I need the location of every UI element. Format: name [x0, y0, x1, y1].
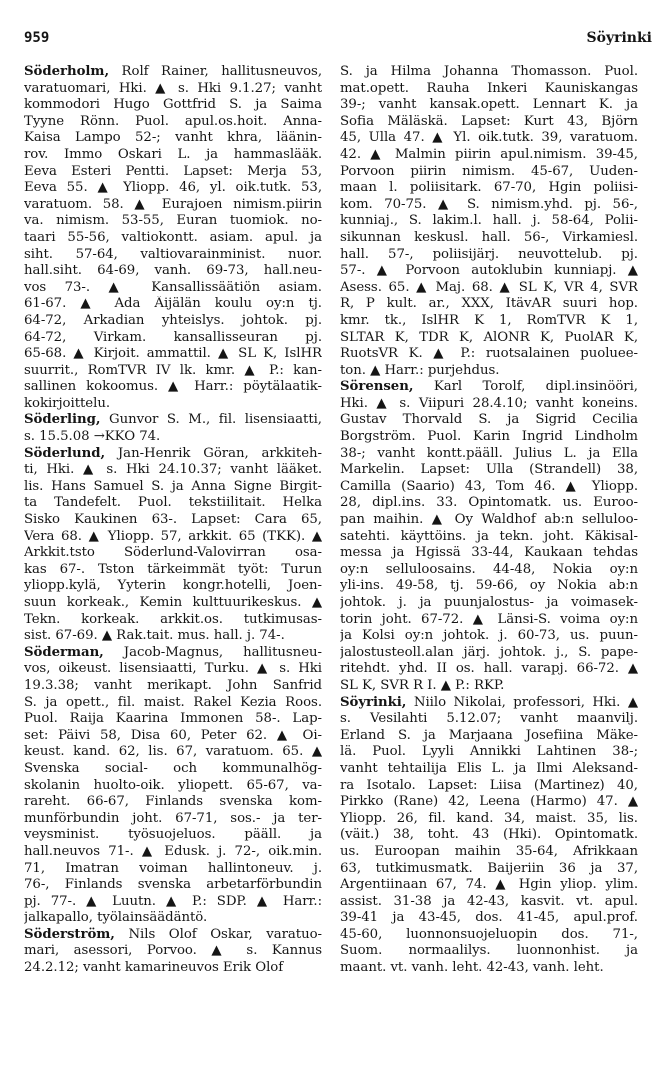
- entry-line: [340, 578, 638, 595]
- entry-line: [24, 910, 322, 927]
- entry-line: [340, 512, 638, 529]
- entry-line: [340, 545, 638, 562]
- entry-text: Gunvor S. M., fil. lisensiaatti,: [109, 412, 322, 428]
- entry-text: SLTAR K, TDR K, AlONR K, PuolAR K,: [340, 329, 638, 345]
- entry-text: mari, asessori, Porvoo. ▲ s. Kannus: [24, 943, 322, 959]
- entry-text: 57-. ▲ Porvoon autoklubin kunniapj. ▲: [340, 263, 638, 279]
- entry-text: vos 73-. ▲ Kansallissäätiön asiam.: [24, 279, 322, 295]
- entry-line: [24, 346, 322, 363]
- entry-line: [340, 562, 638, 579]
- entry-line: [340, 429, 638, 446]
- entry-text: hall.siht. 64-69, vanh. 69-73, hall.neu-: [24, 263, 322, 279]
- entry-line: [340, 728, 638, 745]
- entry-line: [24, 462, 322, 479]
- entry-line: [24, 230, 322, 247]
- entry-line: [340, 778, 638, 795]
- entry-line: [24, 661, 322, 678]
- entry-text: taari 55-56, valtiokontt. asiam. apul. ja: [24, 229, 322, 245]
- right-column: [340, 64, 638, 977]
- biography-entry: [24, 412, 322, 445]
- entry-text: rareht. 66-67, Finlands svenska kom-: [24, 794, 322, 810]
- entry-surname: Sörensen,: [340, 379, 414, 395]
- entry-text: 38-; vanht kontt.pääll. Julius L. ja Ella: [340, 445, 638, 461]
- entry-line: [340, 197, 638, 214]
- entry-line: [340, 695, 638, 712]
- entry-text: 76-, Finlands svenska arbetarförbundin: [24, 877, 322, 893]
- entry-text: oy:n selluloosains. 44-48, Nokia oy:n: [340, 561, 638, 577]
- entry-text: 24.2.12; vanht kamarineuvos Erik Olof: [24, 960, 284, 976]
- entry-line: [340, 346, 638, 363]
- entry-text: ton. ▲ Harr.: purjehdus.: [340, 362, 500, 378]
- entry-line: [340, 495, 638, 512]
- entry-text: varatuomari, Hki. ▲ s. Hki 9.1.27; vanht: [24, 80, 322, 96]
- entry-text: ja Kolsi oy:n johtok. j. 60-73, us. puun-: [340, 628, 638, 644]
- entry-text: jalkapallo, työlainsäädäntö.: [24, 910, 208, 926]
- entry-surname: Söderholm,: [24, 64, 110, 79]
- entry-text: satehti. käyttöins. ja tekn. joht. Käkisal-: [340, 528, 638, 544]
- entry-line: [340, 645, 638, 662]
- entry-line: [340, 861, 638, 878]
- entry-line: [340, 761, 638, 778]
- entry-text: s. 15.5.08 →KKO 74.: [24, 429, 161, 445]
- entry-text: Jacob-Magnus, hallitusneu-: [123, 644, 322, 660]
- entry-line: [24, 147, 322, 164]
- entry-text: varatuom. 58. ▲ Eurajoen nimism.piirin: [24, 196, 322, 212]
- entry-line: [24, 844, 322, 861]
- entry-line: [340, 280, 638, 297]
- entry-text: rov. Immo Oskari L. ja hammaslääk.: [24, 146, 322, 162]
- entry-text: ritehdt. yhd. II os. hall. varapj. 66-72. ▲: [340, 661, 638, 677]
- entry-text: 64-72, Arkadian yhteislys. johtok. pj.: [24, 312, 322, 328]
- entry-line: [340, 313, 638, 330]
- entry-text: veysminist. työsuojeluos. pääll. ja: [24, 827, 322, 843]
- entry-text: R, P kult. ar., XXX, ItävAR suuri hop.: [340, 296, 638, 312]
- entry-line: [24, 396, 322, 413]
- entry-text: Erland S. ja Marjaana Josefiina Mäke-: [340, 727, 638, 743]
- entry-line: [24, 595, 322, 612]
- entry-line: [340, 379, 638, 396]
- entry-line: [340, 678, 638, 695]
- entry-line: [24, 628, 322, 645]
- entry-surname: Söderlund,: [24, 445, 106, 461]
- entry-line: [24, 263, 322, 280]
- entry-line: [24, 479, 322, 496]
- entry-line: [24, 529, 322, 546]
- entry-line: [24, 545, 322, 562]
- entry-text: Nils Olof Oskar, varatuo-: [128, 926, 322, 942]
- entry-text: ti, Hki. ▲ s. Hki 24.10.37; vanht lääket.: [24, 462, 322, 478]
- entry-text: yli-ins. 49-58, tj. 59-66, oy Nokia ab:n: [340, 578, 638, 594]
- entry-line: [24, 811, 322, 828]
- entry-text: lis. Hans Samuel S. ja Anna Signe Birgit-: [24, 478, 322, 494]
- entry-line: [340, 910, 638, 927]
- entry-line: [340, 927, 638, 944]
- entry-line: [340, 180, 638, 197]
- entry-text: kunniaj., S. lakim.l. hall. j. 58-64, Polii-: [340, 213, 638, 229]
- entry-text: sist. 67-69. ▲ Rak.tait. mus. hall. j. 74-.: [24, 628, 285, 644]
- entry-text: va. nimism. 53-55, Euran tuomiok. no-: [24, 213, 322, 229]
- entry-text: hall. 57-, poliisijärj. neuvottelub. pj.: [340, 246, 638, 262]
- entry-text: johtok. j. ja puunjalostus- ja voimasek-: [340, 595, 638, 610]
- entry-line: [24, 180, 322, 197]
- entry-text: sikunnan keskusl. hall. 56-, Virkamiesl.: [340, 229, 638, 245]
- entry-line: [24, 247, 322, 264]
- entry-text: Eeva Esteri Pentti. Lapset: Merja 53,: [24, 163, 322, 179]
- entry-text: jalostusteoll.alan järj. johtok. j., S. pape-: [340, 644, 638, 660]
- entry-text: yliopp.kylä, Yyterin kongr.hotelli, Joen-: [24, 578, 322, 594]
- entry-line: [24, 512, 322, 529]
- entry-line: [340, 811, 638, 828]
- entry-line: [340, 479, 638, 496]
- entry-line: [24, 927, 322, 944]
- entry-text: Kaisa Lampo 52-; vanht khra, läänin-: [24, 130, 322, 146]
- entry-line: [24, 794, 322, 811]
- entry-line: [340, 711, 638, 728]
- entry-text: Jan-Henrik Göran, arkkiteh-: [117, 445, 322, 461]
- entry-line: [340, 412, 638, 429]
- entry-text: ta Tandefelt. Puol. tekstiilitait. Helka: [24, 495, 322, 511]
- entry-text: Camilla (Saario) 43, Tom 46. ▲ Yliopp.: [340, 478, 638, 494]
- entry-text: 65-68. ▲ Kirjoit. ammattil. ▲ SL K, IslHR: [24, 346, 322, 362]
- entry-text: keust. kand. 62, lis. 67, varatuom. 65. ▲: [24, 744, 322, 760]
- entry-line: [340, 462, 638, 479]
- entry-line: [340, 247, 638, 264]
- biography-entry: [340, 695, 638, 977]
- entry-text: Eeva 55. ▲ Yliopp. 46, yl. oik.tutk. 53,: [24, 180, 322, 196]
- entry-surname: Söderman,: [24, 644, 104, 660]
- entry-text: torin joht. 67-72. ▲ Länsi-S. voima oy:n: [340, 611, 638, 627]
- entry-line: [24, 330, 322, 347]
- entry-text: Svenska social- och kommunalhög-: [24, 760, 322, 776]
- entry-text: 19.3.38; vanht merikapt. John Sanfrid: [24, 677, 322, 693]
- entry-line: [340, 894, 638, 911]
- entry-line: [24, 678, 322, 695]
- entry-line: [340, 114, 638, 131]
- entry-line: [340, 296, 638, 313]
- entry-line: [24, 761, 322, 778]
- entry-line: [340, 960, 638, 977]
- entry-text: us. Euroopan maihin 35-64, Afrikkaan: [340, 843, 638, 859]
- entry-text: Tekn. korkeak. arkkit.os. tutkimusas-: [24, 611, 322, 627]
- entry-line: [24, 877, 322, 894]
- running-head: Söyrinki: [586, 30, 652, 46]
- entry-text: Vera 68. ▲ Yliopp. 57, arkkit. 65 (TKK). ▲: [24, 528, 322, 544]
- entry-text: sallinen kokoomus. ▲ Harr.: pöytälaatik-: [24, 379, 322, 395]
- entry-text: skolanin huolto-oik. yliopett. 65-67, va-: [24, 777, 322, 793]
- entry-line: [24, 429, 322, 446]
- entry-line: [24, 296, 322, 313]
- entry-text: RuotsVR K. ▲ P.: ruotsalainen puoluee-: [340, 346, 638, 362]
- entry-line: [24, 695, 322, 712]
- entry-line: [24, 114, 322, 131]
- entry-text: assist. 31-38 ja 42-43, kasvit. vt. apul.: [340, 893, 638, 909]
- entry-line: [340, 877, 638, 894]
- entry-line: [24, 412, 322, 429]
- entry-text: SL K, SVR R I. ▲ P.: RKP.: [340, 677, 505, 693]
- entry-line: [24, 379, 322, 396]
- entry-text: (väit.) 38, toht. 43 (Hki). Opintomatk.: [340, 827, 638, 843]
- entry-line: [340, 330, 638, 347]
- entry-text: Yliopp. 26, fil. kand. 34, maist. 35, lis.: [340, 810, 638, 826]
- entry-line: [340, 844, 638, 861]
- entry-line: [340, 164, 638, 181]
- biography-entry: [24, 446, 322, 645]
- entry-text: munförbundin joht. 67-71, sos.- ja ter-: [24, 810, 322, 826]
- entry-text: 45-60, luonnonsuojeluopin dos. 71-,: [340, 926, 638, 942]
- entry-line: [24, 861, 322, 878]
- entry-surname: Söderström,: [24, 926, 115, 942]
- entry-text: Argentiinaan 67, 74. ▲ Hgin yliop. ylim.: [340, 877, 638, 893]
- entry-line: [24, 97, 322, 114]
- entry-line: [340, 230, 638, 247]
- entry-text: pj. 77-. ▲ Luutn. ▲ P.: SDP. ▲ Harr.:: [24, 893, 322, 909]
- entry-line: [24, 81, 322, 98]
- entry-text: Suom. normaalilys. luonnonhist. ja: [340, 943, 638, 959]
- entry-text: kom. 70-75. ▲ S. nimism.yhd. pj. 56-,: [340, 196, 638, 212]
- entry-line: [24, 612, 322, 629]
- entry-text: vanht tehtailija Elis L. ja Ilmi Aleksand-: [340, 760, 638, 776]
- entry-text: S. ja Hilma Johanna Thomasson. Puol.: [340, 64, 638, 79]
- entry-text: s. Vesilahti 5.12.07; vanht maanvilj.: [340, 711, 638, 727]
- entry-text: Niilo Nikolai, professori, Hki. ▲: [413, 694, 638, 710]
- entry-line: [24, 164, 322, 181]
- entry-text: kokirjoittelu.: [24, 395, 111, 411]
- entry-line: [24, 446, 322, 463]
- entry-text: 28, dipl.ins. 33. Opintomatk. us. Euroo-: [340, 495, 638, 511]
- entry-line: [340, 827, 638, 844]
- entry-line: [24, 578, 322, 595]
- page-number: 959: [24, 30, 50, 46]
- entry-text: Asess. 65. ▲ Maj. 68. ▲ SL K, VR 4, SVR: [340, 279, 638, 295]
- entry-line: [340, 628, 638, 645]
- entry-line: [24, 495, 322, 512]
- entry-surname: Söderling,: [24, 412, 101, 428]
- entry-text: maan l. poliisitark. 67-70, Hgin poliisi-: [340, 180, 638, 196]
- entry-text: set: Päivi 58, Disa 60, Peter 62. ▲ Oi-: [24, 727, 322, 743]
- entry-text: mat.opett. Rauha Inkeri Kauniskangas: [340, 80, 638, 96]
- entry-line: [340, 363, 638, 380]
- entry-text: 63, tutkimusmatk. Baijeriin 36 ja 37,: [340, 860, 638, 876]
- entry-text: Gustav Thorvald S. ja Sigrid Cecilia: [340, 412, 638, 428]
- entry-line: [340, 943, 638, 960]
- entry-line: [340, 130, 638, 147]
- entry-text: Pirkko (Rane) 42, Leena (Harmo) 47. ▲: [340, 794, 638, 810]
- entry-text: Rolf Rainer, hallitusneuvos,: [121, 64, 322, 79]
- entry-line: [24, 711, 322, 728]
- entry-line: [340, 661, 638, 678]
- entry-line: [340, 612, 638, 629]
- entry-line: [24, 64, 322, 81]
- entry-line: [340, 744, 638, 761]
- entry-line: [24, 744, 322, 761]
- entry-text: Sisko Kaukinen 63-. Lapset: Cara 65,: [24, 512, 322, 528]
- entry-line: [24, 313, 322, 330]
- entry-text: Hki. ▲ s. Viipuri 28.4.10; vanht koneins.: [340, 395, 638, 411]
- entry-line: [24, 197, 322, 214]
- entry-line: [24, 562, 322, 579]
- entry-text: ra Isotalo. Lapset: Liisa (Martinez) 40,: [340, 777, 638, 793]
- entry-text: kmr. tk., IslHR K 1, RomTVR K 1,: [340, 312, 638, 328]
- entry-text: 71, Imatran voiman hallintoneuv. j.: [24, 860, 322, 876]
- entry-line: [24, 960, 322, 977]
- entry-line: [24, 827, 322, 844]
- entry-line: [24, 363, 322, 380]
- entry-text: kommodori Hugo Gottfrid S. ja Saima: [24, 97, 322, 113]
- entry-text: Arkkit.tsto Söderlund-Valovirran osa-: [24, 545, 322, 561]
- entry-text: hall.neuvos 71-. ▲ Edusk. j. 72-, oik.min.: [24, 843, 322, 859]
- entry-text: Markelin. Lapset: Ulla (Strandell) 38,: [340, 462, 638, 478]
- biography-entry: [340, 379, 638, 694]
- entry-line: [340, 213, 638, 230]
- entry-text: Karl Torolf, dipl.insinööri,: [433, 379, 638, 395]
- entry-line: [24, 943, 322, 960]
- entry-text: suurrit., RomTVR IV lk. kmr. ▲ P.: kan-: [24, 362, 322, 378]
- entry-text: 45, Ulla 47. ▲ Yl. oik.tutk. 39, varatuom.: [340, 130, 638, 146]
- entry-text: Borgström. Puol. Karin Ingrid Lindholm: [340, 429, 638, 445]
- entry-text: maant. vt. vanh. leht. 42-43, vanh. leht.: [340, 960, 604, 976]
- entry-line: [24, 130, 322, 147]
- biography-entry: [24, 927, 322, 977]
- entry-text: siht. 57-64, valtiovarainminist. nuor.: [24, 246, 322, 262]
- entry-line: [24, 280, 322, 297]
- entry-text: S. ja opett., fil. maist. Rakel Kezia Roos.: [24, 694, 322, 710]
- entry-text: Porvoon piirin nimism. 45-67, Uuden-: [340, 163, 638, 179]
- entry-line: [24, 213, 322, 230]
- entry-text: Sofia Mäläskä. Lapset: Kurt 43, Björn: [340, 113, 638, 129]
- entry-line: [340, 794, 638, 811]
- entry-line: [24, 894, 322, 911]
- left-column: [24, 64, 322, 977]
- biography-entry: [24, 64, 322, 412]
- entry-text: Tyyne Rönn. Puol. apul.os.hoit. Anna-: [24, 113, 322, 129]
- biography-entry: [24, 645, 322, 927]
- entry-line: [340, 396, 638, 413]
- entry-line: [340, 64, 638, 81]
- entry-text: Puol. Raija Kaarina Immonen 58-. Lap-: [24, 711, 322, 727]
- entry-text: 39-41 ja 43-45, dos. 41-45, apul.prof.: [340, 910, 638, 926]
- entry-text: 64-72, Virkam. kansallisseuran pj.: [24, 329, 322, 345]
- entry-text: kas 67-. Tston tärkeimmät työt: Turun: [24, 561, 322, 577]
- entry-surname: Söyrinki,: [340, 694, 407, 710]
- entry-line: [24, 728, 322, 745]
- entry-line: [340, 81, 638, 98]
- entry-text: vos, oikeust. lisensiaatti, Turku. ▲ s. Hki: [24, 661, 322, 677]
- entry-line: [24, 645, 322, 662]
- entry-text: suun korkeak., Kemin kulttuurikeskus. ▲: [24, 595, 322, 610]
- entry-line: [340, 97, 638, 114]
- entry-text: 61-67. ▲ Ada Äijälän koulu oy:n tj.: [24, 296, 322, 312]
- entry-line: [340, 595, 638, 612]
- entry-line: [340, 263, 638, 280]
- entry-line: [340, 147, 638, 164]
- entry-text: lä. Puol. Lyyli Annikki Lahtinen 38-;: [340, 744, 638, 760]
- biography-entry: [340, 64, 638, 379]
- entry-text: messa ja Hgissä 33-44, Kaukaan tehdas: [340, 545, 638, 561]
- entry-line: [340, 529, 638, 546]
- entry-text: 39-; vanht kansak.opett. Lennart K. ja: [340, 97, 638, 113]
- entry-text: 42. ▲ Malmin piirin apul.nimism. 39-45,: [340, 146, 638, 162]
- entry-line: [24, 778, 322, 795]
- entry-text: pan maihin. ▲ Oy Waldhof ab:n selluloo-: [340, 512, 638, 528]
- entry-line: [340, 446, 638, 463]
